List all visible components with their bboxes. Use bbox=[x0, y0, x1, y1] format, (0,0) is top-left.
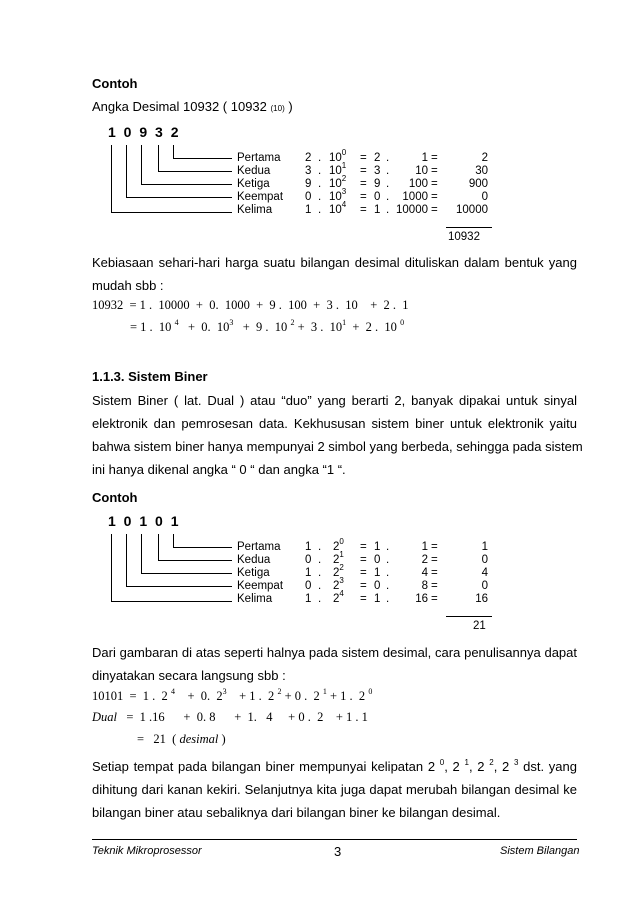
decimal-total: 10932 bbox=[448, 231, 480, 243]
binary-row-5-d: 1 bbox=[305, 593, 312, 605]
binary-row-2-val: 0 bbox=[481, 554, 488, 566]
binary-row-5-eq: = bbox=[360, 593, 367, 605]
decimal-equation-2: = 1 . 10 $^4$ + 0. $10^3 + 9$ . 10 $^2$ + 3 . $10^1 + 2$ . 10 $^0$ bbox=[130, 318, 405, 334]
decimal-row-5-d2: 1 bbox=[374, 204, 381, 216]
binary-row-5-dot2: . bbox=[386, 593, 390, 605]
binary-paragraph-line-3: bahwa sistem biner hanya mempunyai 2 simbol yang berbeda, sehingga pada sistem bbox=[92, 439, 583, 454]
binary-row-4-exponent: 3 bbox=[339, 576, 344, 585]
binary-paragraph-line-2: elektronik dan pemrosesan data. Kekhususan sistem biner untuk elektronik yaitu bbox=[92, 416, 577, 431]
decimal-row-1-eq2: = bbox=[431, 152, 438, 164]
decimal-row-4-d: 0 bbox=[305, 191, 312, 203]
example-heading-2: Contoh bbox=[92, 490, 138, 505]
binary-row-4-dot: . bbox=[318, 580, 322, 592]
binary-row-5-name: Kelima bbox=[237, 593, 273, 605]
decimal-row-4-dot2: . bbox=[386, 191, 390, 203]
decimal-row-5-d: 1 bbox=[305, 204, 312, 216]
binary-row-3-exponent: 2 bbox=[339, 563, 344, 572]
decimal-row-2-place: 10 bbox=[415, 165, 428, 177]
binary-row-2-name: Kedua bbox=[237, 554, 271, 566]
binary-row-1-d2: 1 bbox=[374, 541, 381, 553]
decimal-row-4-val: 0 bbox=[481, 191, 488, 203]
decimal-row-2-d: 3 bbox=[305, 165, 312, 177]
binary-paragraph-line-4: ini hanya dikenal angka “ 0 “ dan angka “1 “. bbox=[92, 462, 346, 477]
binary-explain-line-2: dinyatakan secara langsung sbb : bbox=[92, 668, 286, 683]
decimal-row-1-name: Pertama bbox=[237, 152, 281, 164]
binary-equation-2: Dual = 1 .16 + 0. 8 + 1. 4 + 0 . 2 + 1 . 1 bbox=[92, 710, 368, 724]
decimal-row-1-eq: = bbox=[360, 152, 367, 164]
decimal-paragraph-line-2: mudah sbb : bbox=[92, 278, 164, 293]
decimal-row-3-d: 9 bbox=[305, 178, 312, 190]
binary-equation-1: 10101 = 1 . 2 $^4$ + 0. $2^3$ + 1 . 2 $^2$ + 0 . 2 $^1$ + 1 . 2 $^0$ bbox=[92, 687, 373, 703]
decimal-sum-line bbox=[446, 227, 492, 228]
binary-row-1-val: 1 bbox=[481, 541, 488, 553]
binary-row-3-eq2: = bbox=[431, 567, 438, 579]
binary-row-2-eq: = bbox=[360, 554, 367, 566]
decimal-row-3-place: 100 bbox=[408, 178, 428, 190]
decimal-row-4-dot: . bbox=[318, 191, 322, 203]
decimal-row-2-base: $10^1$ bbox=[329, 161, 347, 177]
decimal-row-1-val: 2 bbox=[481, 152, 488, 164]
binary-row-2-dot: . bbox=[318, 554, 322, 566]
decimal-row-5-eq2: = bbox=[431, 204, 438, 216]
binary-row-1-dot2: . bbox=[386, 541, 390, 553]
binary-row-4-name: Keempat bbox=[237, 580, 284, 592]
binary-row-3-dot: . bbox=[318, 567, 322, 579]
decimal-row-2-dot2: . bbox=[386, 165, 390, 177]
decimal-row-1-base: $10^0$ bbox=[329, 148, 347, 164]
binary-row-3-dot2: . bbox=[386, 567, 390, 579]
decimal-row-3-dot: . bbox=[318, 178, 322, 190]
decimal-row-3-dot2: . bbox=[386, 178, 390, 190]
decimal-row-5-dot: . bbox=[318, 204, 322, 216]
decimal-row-2-exponent: 1 bbox=[341, 161, 347, 170]
binary-row-4-eq: = bbox=[360, 580, 367, 592]
decimal-row-5-base: $10^4$ bbox=[329, 200, 347, 216]
binary-row-2-base: $2^1$ bbox=[333, 550, 344, 566]
binary-row-4-base: $2^3$ bbox=[333, 576, 344, 592]
binary-row-2-d2: 0 bbox=[374, 554, 381, 566]
binary-row-3-val: 4 bbox=[481, 567, 488, 579]
binary-row-4-val: 0 bbox=[481, 580, 488, 592]
binary-row-1-exponent: 0 bbox=[339, 537, 344, 546]
decimal-intro: Angka Desimal 10932 ( 10932 (10) ) bbox=[92, 99, 293, 114]
binary-row-3-d2: 1 bbox=[374, 567, 381, 579]
binary-row-5-eq2: = bbox=[431, 593, 438, 605]
decimal-row-5-place: 10000 bbox=[396, 204, 428, 216]
binary-row-1-name: Pertama bbox=[237, 541, 281, 553]
binary-row-2-d: 0 bbox=[305, 554, 312, 566]
binary-row-4-d2: 0 bbox=[374, 580, 381, 592]
binary-row-1-eq2: = bbox=[431, 541, 438, 553]
decimal-row-3-d2: 9 bbox=[374, 178, 381, 190]
decimal-row-5-eq: = bbox=[360, 204, 367, 216]
decimal-row-3-exponent: 2 bbox=[341, 174, 347, 183]
decimal-row-1-place: 1 bbox=[421, 152, 428, 164]
decimal-row-4-exponent: 3 bbox=[341, 187, 347, 196]
binary-row-3-place: 4 bbox=[421, 567, 428, 579]
page-number: 3 bbox=[334, 844, 342, 859]
decimal-row-2-eq2: = bbox=[431, 165, 438, 177]
decimal-row-2-d2: 3 bbox=[374, 165, 381, 177]
decimal-row-3-val: 900 bbox=[468, 178, 488, 190]
decimal-digits: 1 0 9 3 2 bbox=[108, 124, 181, 140]
binary-row-5-d2: 1 bbox=[374, 593, 381, 605]
binary-row-1-place: 1 bbox=[421, 541, 428, 553]
decimal-row-5-exponent: 4 bbox=[341, 200, 347, 209]
decimal-row-4-d2: 0 bbox=[374, 191, 381, 203]
binary-row-1-dot: . bbox=[318, 541, 322, 553]
binary-row-3-base: $2^2$ bbox=[333, 563, 344, 579]
decimal-row-2-eq: = bbox=[360, 165, 367, 177]
binary-row-1-base: $2^0$ bbox=[333, 537, 344, 553]
example-heading-1: Contoh bbox=[92, 76, 138, 91]
footer-right: Sistem Bilangan bbox=[500, 845, 580, 857]
decimal-paragraph-line-1: Kebiasaan sehari-hari harga suatu bilangan desimal dituliskan dalam bentuk yang bbox=[92, 255, 577, 270]
closing-line-1: Setiap tempat pada bilangan biner mempunyai kelipatan 2 $^0$, 2 $^1$, 2 $^2$, 2 $^3$ dst. yang bbox=[92, 758, 577, 774]
decimal-row-5-name: Kelima bbox=[237, 204, 273, 216]
footer-left: Teknik Mikroprosessor bbox=[92, 845, 202, 857]
binary-row-2-eq2: = bbox=[431, 554, 438, 566]
decimal-row-3-eq: = bbox=[360, 178, 367, 190]
binary-row-5-val: 16 bbox=[475, 593, 488, 605]
decimal-row-1-dot: . bbox=[318, 152, 322, 164]
decimal-row-3-name: Ketiga bbox=[237, 178, 270, 190]
binary-row-3-name: Ketiga bbox=[237, 567, 270, 579]
decimal-row-5-val: 10000 bbox=[456, 204, 488, 216]
binary-explain-line-1: Dari gambaran di atas seperti halnya pada sistem desimal, cara penulisannya dapat bbox=[92, 645, 577, 660]
closing-line-3: bilangan biner atau sebaliknya dari bilangan biner ke bilangan desimal. bbox=[92, 805, 501, 820]
decimal-row-4-place: 1000 bbox=[402, 191, 428, 203]
footer-rule bbox=[92, 839, 577, 840]
decimal-row-4-eq: = bbox=[360, 191, 367, 203]
decimal-row-2-dot: . bbox=[318, 165, 322, 177]
binary-row-5-place: 16 bbox=[415, 593, 428, 605]
binary-row-4-place: 8 bbox=[421, 580, 428, 592]
closing-line-2: dihitung dari kanan kekiri. Selanjutnya kita juga dapat merubah bilangan desimal ke bbox=[92, 782, 577, 797]
section-title-binary: 1.1.3. Sistem Biner bbox=[92, 369, 208, 384]
binary-row-1-eq: = bbox=[360, 541, 367, 553]
decimal-row-2-val: 30 bbox=[475, 165, 488, 177]
decimal-row-3-base: $10^2$ bbox=[329, 174, 347, 190]
binary-row-2-dot2: . bbox=[386, 554, 390, 566]
decimal-row-5-dot2: . bbox=[386, 204, 390, 216]
binary-row-5-exponent: 4 bbox=[339, 589, 344, 598]
binary-sum-line bbox=[446, 616, 492, 617]
decimal-row-4-eq2: = bbox=[431, 191, 438, 203]
decimal-row-1-d2: 2 bbox=[374, 152, 381, 164]
binary-row-5-base: $2^4$ bbox=[333, 589, 344, 605]
binary-equation-3: = 21 ( desimal ) bbox=[137, 732, 226, 746]
binary-row-4-eq2: = bbox=[431, 580, 438, 592]
binary-row-2-place: 2 bbox=[421, 554, 428, 566]
binary-row-1-d: 1 bbox=[305, 541, 312, 553]
binary-row-3-eq: = bbox=[360, 567, 367, 579]
decimal-row-2-name: Kedua bbox=[237, 165, 271, 177]
decimal-row-3-eq2: = bbox=[431, 178, 438, 190]
binary-row-4-d: 0 bbox=[305, 580, 312, 592]
binary-row-5-dot: . bbox=[318, 593, 322, 605]
decimal-row-4-name: Keempat bbox=[237, 191, 284, 203]
binary-row-2-exponent: 1 bbox=[339, 550, 344, 559]
decimal-equation-1: 10932 = 1 . 10000 + 0. 1000 + 9 . 100 + 3 . 10 + 2 . 1 bbox=[92, 298, 409, 312]
binary-paragraph-line-1: Sistem Biner ( lat. Dual ) atau “duo” yang berarti 2, banyak dipakai untuk sinyal bbox=[92, 393, 577, 408]
decimal-row-1-dot2: . bbox=[386, 152, 390, 164]
decimal-row-4-base: $10^3$ bbox=[329, 187, 347, 203]
binary-total: 21 bbox=[473, 620, 486, 632]
decimal-row-1-d: 2 bbox=[305, 152, 312, 164]
binary-digits: 1 0 1 0 1 bbox=[108, 513, 181, 529]
decimal-row-1-exponent: 0 bbox=[341, 148, 347, 157]
binary-row-3-d: 1 bbox=[305, 567, 312, 579]
binary-row-4-dot2: . bbox=[386, 580, 390, 592]
